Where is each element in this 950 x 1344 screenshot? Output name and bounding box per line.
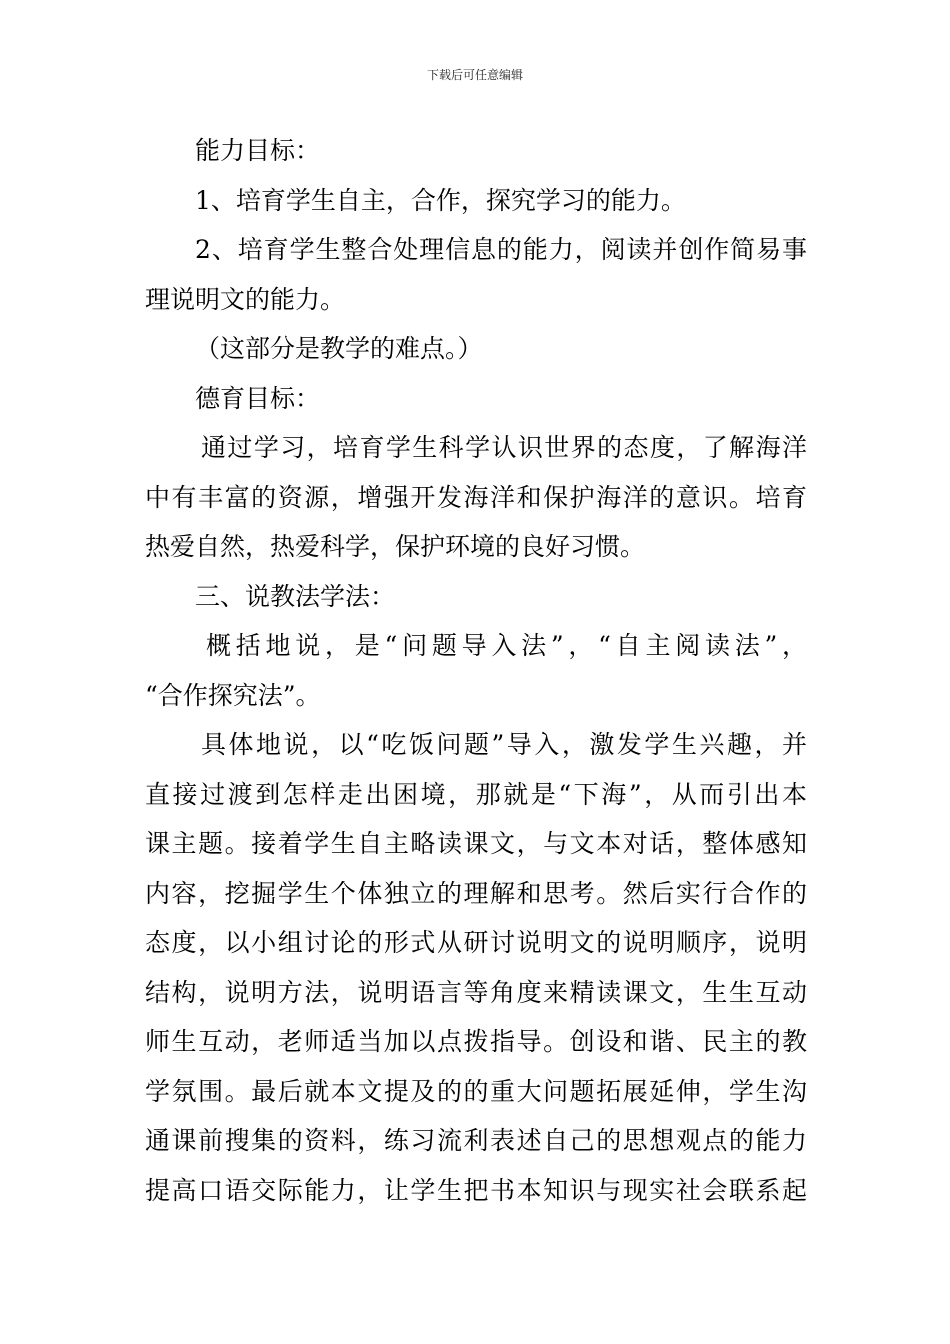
heading-teaching-methods: 三、说教法学法：	[195, 581, 396, 611]
paragraph-methods-detail-line-5: 态度，以小组讨论的形式从研讨说明文的说明顺序，说明	[145, 928, 807, 957]
paragraph-methods-detail-line-2: 直接过渡到怎样走出困境，那就是“下海”，从而引出本	[145, 779, 807, 809]
note-difficulty: （这部分是教学的难点。）	[195, 334, 483, 363]
paragraph-methods-detail-line-3: 课主题。接着学生自主略读课文，与文本对话，整体感知	[145, 829, 807, 858]
paragraph-methods-detail-line-10: 提高口语交际能力，让学生把书本知识与现实社会联系起	[145, 1175, 807, 1205]
paragraph-methods-detail-line-6: 结构，说明方法，说明语言等角度来精读课文，生生互动	[145, 977, 807, 1007]
paragraph-methods-detail-line-8: 学氛围。最后就本文提及的的重大问题拓展延伸，学生沟	[145, 1076, 807, 1106]
paragraph-ability-goal-2-cont: 理说明文的能力。	[145, 284, 346, 314]
paragraph-methods-detail-line-7: 师生互动，老师适当加以点拨指导。创设和谐、民主的教	[145, 1027, 807, 1056]
paragraph-methods-detail: 具体地说，以“吃饭问题”导入，激发学生兴趣，并	[201, 730, 807, 759]
heading-ability-goals: 能力目标：	[195, 136, 321, 165]
paragraph-methods-detail-line-9: 通课前搜集的资料，练习流利表述自己的思想观点的能力	[145, 1126, 807, 1155]
paragraph-moral-goal: 通过学习，培育学生科学认识世界的态度，了解海洋	[201, 433, 807, 462]
paragraph-methods-detail-line-4: 内容，挖掘学生个体独立的理解和思考。然后实行合作的	[145, 878, 807, 908]
heading-moral-goals: 德育目标：	[195, 383, 321, 413]
page-header: 下载后可任意编辑	[426, 68, 523, 82]
document-body	[145, 126, 807, 1215]
paragraph-moral-goal-cont-2: 热爱自然，热爱科学，保护环境的良好习惯。	[145, 532, 646, 561]
paragraph-ability-goal-2: 2、培育学生整合处理信息的能力，阅读并创作简易事	[195, 235, 807, 264]
paragraph-moral-goal-cont-1: 中有丰富的资源，增强开发海洋和保护海洋的意识。培育	[145, 482, 807, 512]
paragraph-methods-summary-cont: “合作探究法”。	[145, 680, 321, 710]
paragraph-methods-summary: 概括地说，是“问题导入法”，“自主阅读法”，	[206, 631, 807, 660]
paragraph-ability-goal-1: 1、培育学生自主，合作，探究学习的能力。	[195, 185, 686, 215]
